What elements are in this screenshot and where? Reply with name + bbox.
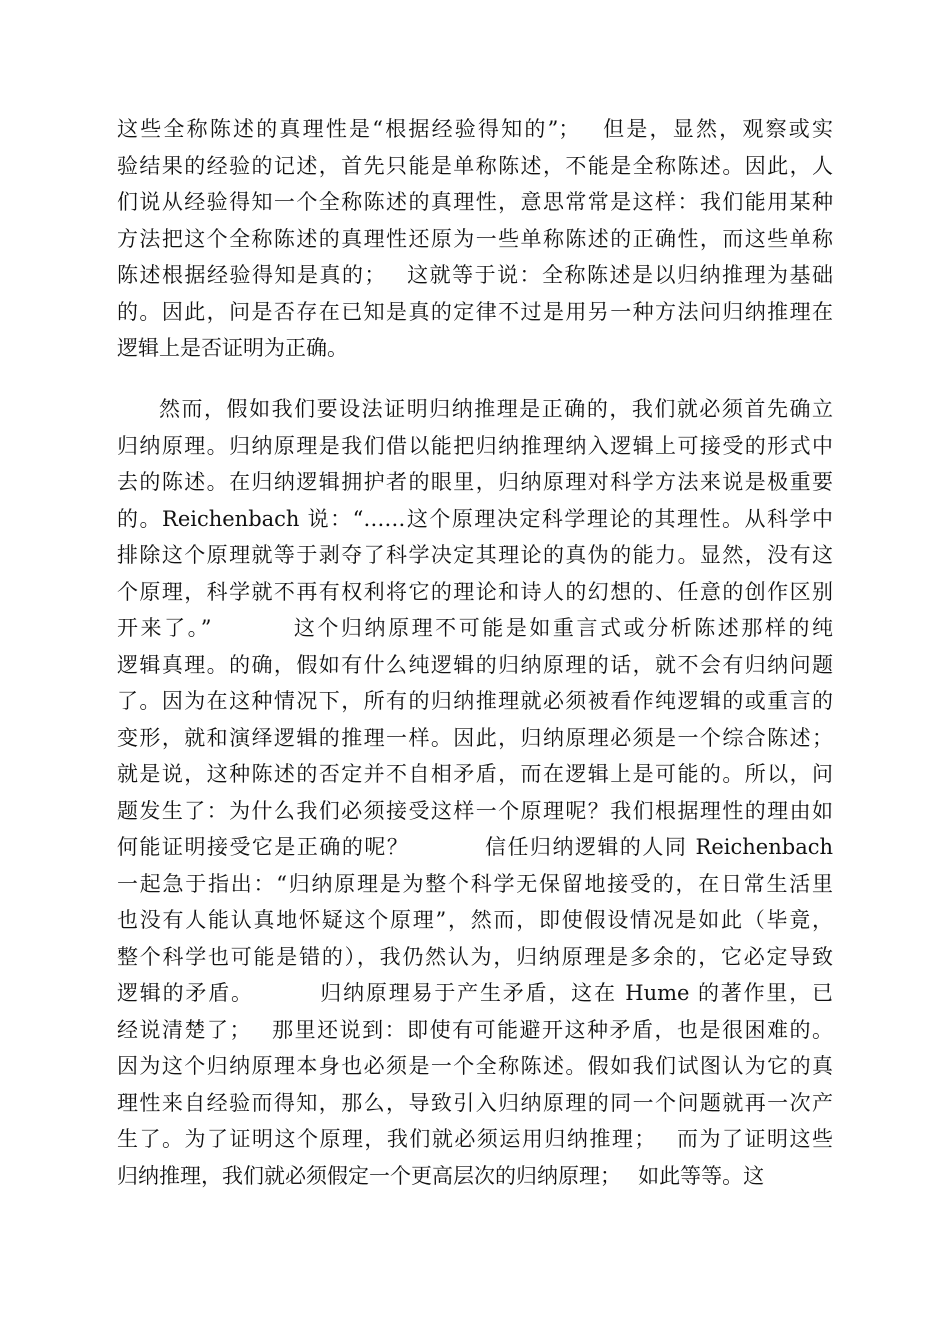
text-line: 排除这个原理就等于剥夺了科学决定其理论的真伪的能力。显然，没有这 xyxy=(117,543,833,567)
text-line: 归纳推理，我们就必须假定一个更高层次的归纳原理； 如此等等。这 xyxy=(117,1163,765,1188)
text-line: 因为这个归纳原理本身也必须是一个全称陈述。假如我们试图认为它的真 xyxy=(117,1054,833,1078)
text-line: 了。因为在这种情况下，所有的归纳推理就必须被看作纯逻辑的或重言的 xyxy=(117,689,833,713)
text-line: 变形，就和演绎逻辑的推理一样。因此，归纳原理必须是一个综合陈述； xyxy=(117,725,833,750)
text-line: 就是说，这种陈述的否定并不自相矛盾，而在逻辑上是可能的。所以，问 xyxy=(117,762,833,786)
text-line: 逻辑的矛盾。 归纳原理易于产生矛盾，这在 Hume 的著作里，已 xyxy=(117,981,833,1005)
paragraph-1 xyxy=(117,111,833,367)
text-line: 理性来自经验而得知，那么，导致引入归纳原理的同一个问题就再一次产 xyxy=(117,1090,833,1115)
text-line: 整个科学也可能是错的），我仍然认为，归纳原理是多余的，它必定导致 xyxy=(117,944,833,969)
text-line: 的。Reichenbach 说：“……这个原理决定科学理论的其理性。从科学中 xyxy=(117,506,833,531)
text-line: 去的陈述。在归纳逻辑拥护者的眼里，归纳原理对科学方法来说是极重要 xyxy=(117,470,833,494)
text-line: 归纳原理。归纳原理是我们借以能把归纳推理纳入逻辑上可接受的形式中 xyxy=(117,433,833,458)
text-line: 也没有人能认真地怀疑这个原理”，然而，即使假设情况是如此（毕竟， xyxy=(117,908,833,932)
text-line: 逻辑上是否证明为正确。 xyxy=(117,336,348,360)
text-line: 陈述根据经验得知是真的； 这就等于说：全称陈述是以归纳推理为基础 xyxy=(117,263,833,287)
text-line: 然而，假如我们要设法证明归纳推理是正确的，我们就必须首先确立 xyxy=(159,397,833,421)
text-line: 生了。为了证明这个原理，我们就必须运用归纳推理； 而为了证明这些 xyxy=(117,1127,833,1151)
text-line: 个原理，科学就不再有权利将它的理论和诗人的幻想的、任意的创作区别 xyxy=(117,579,833,604)
text-line: 经说清楚了； 那里还说到：即使有可能避开这种矛盾，也是很困难的。 xyxy=(117,1017,833,1042)
paragraph-2 xyxy=(117,391,833,1194)
text-line: 们说从经验得知一个全称陈述的真理性，意思常常是这样：我们能用某种 xyxy=(117,190,833,214)
text-line: 验结果的经验的记述，首先只能是单称陈述，不能是全称陈述。因此，人 xyxy=(117,153,833,178)
text-line: 题发生了：为什么我们必须接受这样一个原理呢？我们根据理性的理由如 xyxy=(117,798,833,823)
text-line: 开来了。” 这个归纳原理不可能是如重言式或分析陈述那样的纯 xyxy=(117,616,833,640)
text-line: 这些全称陈述的真理性是“根据经验得知的”； 但是，显然，观察或实 xyxy=(117,117,833,141)
text-line: 逻辑真理。的确，假如有什么纯逻辑的归纳原理的话，就不会有归纳问题 xyxy=(117,652,833,677)
text-line: 一起急于指出：“归纳原理是为整个科学无保留地接受的，在日常生活里 xyxy=(117,871,833,896)
text-line: 方法把这个全称陈述的真理性还原为一些单称陈述的正确性，而这些单称 xyxy=(117,226,833,251)
text-line: 的。因此，问是否存在已知是真的定律不过是用另一种方法问归纳推理在 xyxy=(117,299,833,324)
text-line: 何能证明接受它是正确的呢？ 信任归纳逻辑的人同 Reichenbach xyxy=(117,835,833,859)
